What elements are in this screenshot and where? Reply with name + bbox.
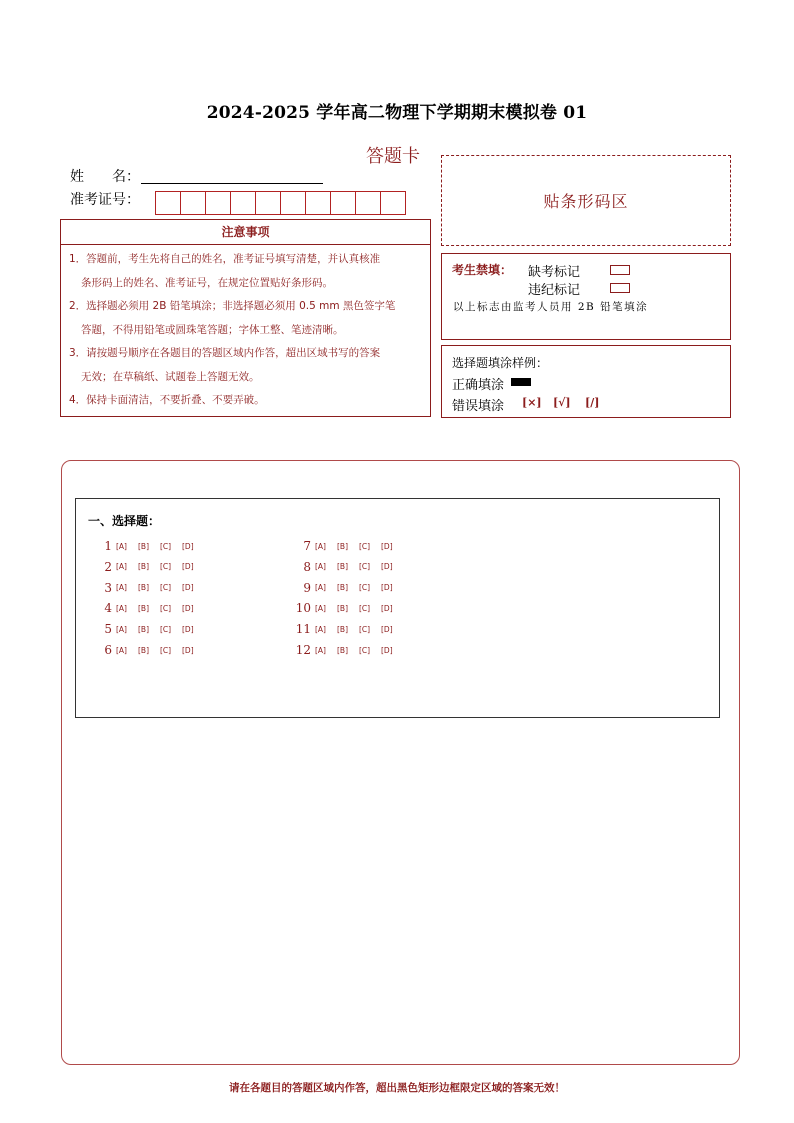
violation-label: 违纪标记 xyxy=(528,283,581,298)
notice-item-line: 2．选择题必须用 2B 铅笔填涂；非选择题必须用 0.5 mm 黑色签字笔 xyxy=(69,300,396,312)
question-number: 1 xyxy=(104,539,112,553)
question-row xyxy=(287,536,403,556)
question-row xyxy=(88,578,204,598)
option-bubble[interactable]: [B] xyxy=(138,583,149,593)
id-digit-box[interactable] xyxy=(305,191,331,215)
option-bubble[interactable]: [A] xyxy=(315,583,326,593)
question-row xyxy=(88,598,204,618)
option-bubble[interactable]: [D] xyxy=(182,645,194,655)
option-bubble[interactable]: [D] xyxy=(381,562,393,572)
option-bubble[interactable]: [C] xyxy=(160,541,172,551)
option-bubble[interactable]: [A] xyxy=(116,541,127,551)
notice-item-line: 无效；在草稿纸、试题卷上答题无效。 xyxy=(81,370,260,383)
notice-header: 注意事项 xyxy=(61,220,430,245)
option-bubble[interactable]: [B] xyxy=(337,583,348,593)
option-bubble[interactable]: [D] xyxy=(381,603,393,613)
option-bubble[interactable]: [C] xyxy=(359,603,371,613)
footer-warning: 请在各题目的答题区域内作答，超出黑色矩形边框限定区域的答案无效！ xyxy=(229,1082,565,1094)
question-row xyxy=(88,619,204,639)
option-bubble[interactable]: [C] xyxy=(160,583,172,593)
option-bubble[interactable]: [C] xyxy=(359,562,371,572)
option-bubble[interactable]: [D] xyxy=(182,624,194,634)
option-bubble[interactable]: [A] xyxy=(315,562,326,572)
question-number: 11 xyxy=(295,622,311,637)
option-bubble[interactable]: [B] xyxy=(138,624,149,634)
section-title: 一、选择题： xyxy=(88,514,161,528)
absent-label: 缺考标记 xyxy=(528,265,581,280)
option-bubble[interactable]: [B] xyxy=(337,562,348,572)
id-digit-box[interactable] xyxy=(380,191,406,215)
option-bubble[interactable]: [C] xyxy=(160,645,172,655)
notice-item-line: 条形码上的姓名、准考证号，在规定位置贴好条形码。 xyxy=(81,276,333,289)
question-row xyxy=(287,557,403,577)
option-bubble[interactable]: [D] xyxy=(381,624,393,634)
absent-mark-box[interactable] xyxy=(610,265,630,275)
option-bubble[interactable]: [B] xyxy=(337,603,348,613)
question-row xyxy=(88,557,204,577)
option-bubble[interactable]: [D] xyxy=(381,645,393,655)
option-bubble[interactable]: [D] xyxy=(182,583,194,593)
wrong-mark-check: [√] xyxy=(553,396,571,409)
notice-item-line: 3．请按题号顺序在各题目的答题区域内作答，超出区域书写的答案 xyxy=(69,347,381,359)
id-digit-box[interactable] xyxy=(230,191,256,215)
card-title: 答题卡 xyxy=(366,146,420,167)
violation-mark-box[interactable] xyxy=(610,283,630,293)
question-number: 7 xyxy=(303,539,311,553)
id-number-boxes[interactable] xyxy=(155,191,405,215)
id-digit-box[interactable] xyxy=(330,191,356,215)
notice-item xyxy=(69,295,424,342)
wrong-label: 错误填涂 xyxy=(452,399,505,414)
wrong-mark-x: [×] xyxy=(522,396,542,409)
option-bubble[interactable]: [A] xyxy=(315,645,326,655)
question-row xyxy=(88,640,204,660)
correct-label: 正确填涂 xyxy=(452,378,505,393)
forbid-label: 考生禁填： xyxy=(452,263,513,277)
option-bubble[interactable]: [A] xyxy=(315,541,326,551)
question-number: 4 xyxy=(104,601,112,616)
option-bubble[interactable]: [A] xyxy=(315,624,326,634)
id-digit-box[interactable] xyxy=(355,191,381,215)
id-digit-box[interactable] xyxy=(180,191,206,215)
question-row xyxy=(287,578,403,598)
option-bubble[interactable]: [A] xyxy=(116,583,127,593)
id-digit-box[interactable] xyxy=(205,191,231,215)
question-number: 12 xyxy=(295,643,311,657)
barcode-area xyxy=(441,155,731,246)
option-bubble[interactable]: [C] xyxy=(359,541,371,551)
option-bubble[interactable]: [A] xyxy=(116,562,127,572)
option-bubble[interactable]: [C] xyxy=(359,624,371,634)
notice-item xyxy=(69,389,424,413)
option-bubble[interactable]: [D] xyxy=(182,541,194,551)
option-bubble[interactable]: [C] xyxy=(160,603,172,613)
id-label: 准考证号： xyxy=(70,192,140,208)
id-digit-box[interactable] xyxy=(280,191,306,215)
forbid-note: 以上标志由监考人员用 2B 铅笔填涂 xyxy=(453,301,649,313)
question-row xyxy=(88,536,204,556)
notice-item-line: 1．答题前，考生先将自己的姓名，准考证号填写清楚，并认真核准 xyxy=(69,253,381,265)
notice-item xyxy=(69,248,424,295)
question-row xyxy=(287,640,403,660)
option-bubble[interactable]: [A] xyxy=(116,603,127,613)
question-row xyxy=(287,598,403,618)
barcode-label: 贴条形码区 xyxy=(543,192,629,211)
option-bubble[interactable]: [A] xyxy=(116,645,127,655)
question-row xyxy=(287,619,403,639)
exam-title: 2024-2025 学年高二物理下学期期末模拟卷 01 xyxy=(206,103,588,123)
option-bubble[interactable]: [B] xyxy=(337,541,348,551)
notice-item-line: 4．保持卡面清洁，不要折叠、不要弄破。 xyxy=(69,394,265,406)
option-bubble[interactable]: [B] xyxy=(138,541,149,551)
option-bubble[interactable]: [D] xyxy=(182,562,194,572)
option-bubble[interactable]: [C] xyxy=(359,645,371,655)
option-bubble[interactable]: [B] xyxy=(138,562,149,572)
id-digit-box[interactable] xyxy=(255,191,281,215)
question-number: 5 xyxy=(104,622,112,637)
sample-box xyxy=(441,345,731,418)
question-number: 6 xyxy=(104,643,112,657)
question-number: 10 xyxy=(295,601,311,616)
option-bubble[interactable]: [C] xyxy=(160,624,172,634)
option-bubble[interactable]: [D] xyxy=(381,583,393,593)
notice-list xyxy=(61,245,430,413)
option-bubble[interactable]: [A] xyxy=(116,624,127,634)
question-number: 9 xyxy=(303,580,311,595)
option-bubble[interactable]: [B] xyxy=(337,624,348,634)
option-bubble[interactable]: [C] xyxy=(359,583,371,593)
option-bubble[interactable]: [C] xyxy=(160,562,172,572)
question-number: 3 xyxy=(104,580,112,595)
notice-item-line: 答题，不得用铅笔或圆珠笔答题；字体工整、笔迹清晰。 xyxy=(81,323,344,336)
notice-box xyxy=(60,219,431,417)
option-bubble[interactable]: [B] xyxy=(138,645,149,655)
question-number: 2 xyxy=(104,559,112,574)
option-bubble[interactable]: [D] xyxy=(381,541,393,551)
name-field[interactable] xyxy=(141,183,323,184)
name-label: 姓 名： xyxy=(70,169,140,185)
question-number: 8 xyxy=(303,559,311,574)
id-digit-box[interactable] xyxy=(155,191,181,215)
option-bubble[interactable]: [A] xyxy=(315,603,326,613)
forbid-box xyxy=(441,253,731,340)
notice-item xyxy=(69,342,424,389)
option-bubble[interactable]: [D] xyxy=(182,603,194,613)
option-bubble[interactable]: [B] xyxy=(337,645,348,655)
option-bubble[interactable]: [B] xyxy=(138,603,149,613)
sample-title: 选择题填涂样例： xyxy=(452,356,549,370)
correct-fill-mark xyxy=(511,378,531,386)
wrong-mark-slash: [/] xyxy=(585,396,600,409)
